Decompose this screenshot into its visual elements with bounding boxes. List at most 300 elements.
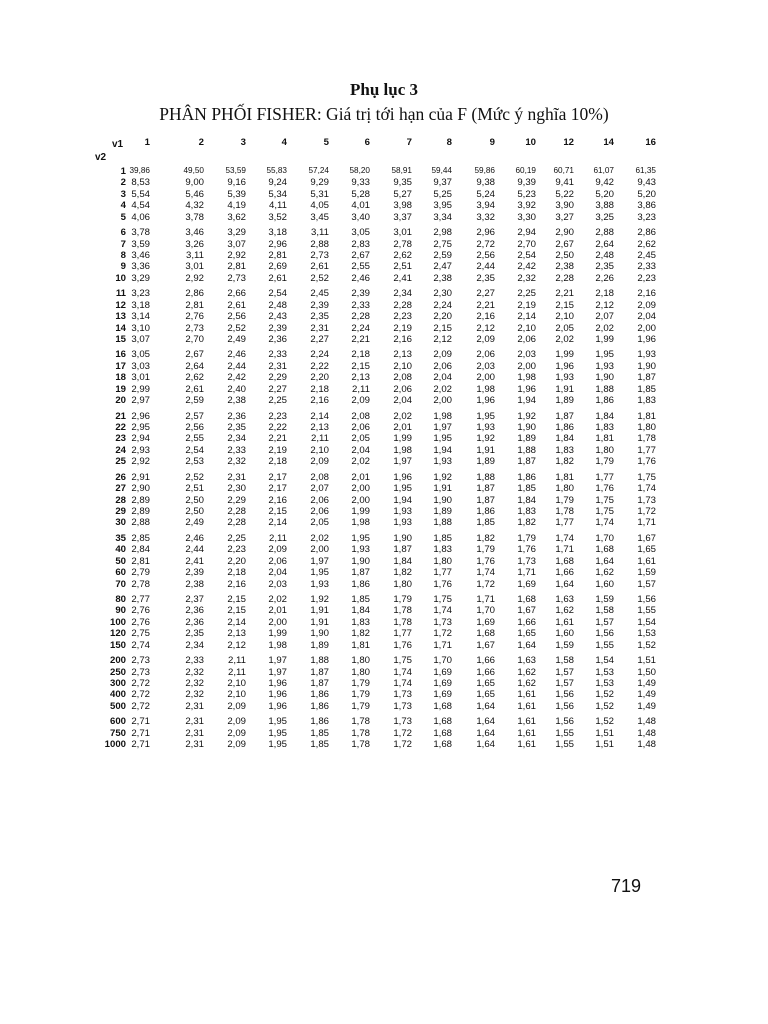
table-cell: 2,39 xyxy=(268,322,287,334)
table-cell: 2,02 xyxy=(351,456,370,468)
table-cell: 57,24 xyxy=(308,166,329,175)
table-cell: 2,16 xyxy=(268,494,287,506)
table-cell: 2,64 xyxy=(185,360,204,372)
table-cell: 2,17 xyxy=(268,483,287,495)
column-header: 14 xyxy=(603,137,614,148)
table-cell: 2,83 xyxy=(351,238,370,250)
column-header: 10 xyxy=(525,137,536,148)
table-cell: 4,05 xyxy=(310,200,329,212)
table-cell: 1,63 xyxy=(517,655,536,667)
table-cell: 1,80 xyxy=(351,655,370,667)
table-cell: 1,82 xyxy=(351,628,370,640)
table-cell: 2,29 xyxy=(268,372,287,384)
table-cell: 1,64 xyxy=(517,639,536,651)
table-cell: 1,75 xyxy=(595,506,614,518)
table-cell: 2,46 xyxy=(351,272,370,284)
table-cell: 1,78 xyxy=(393,605,412,617)
table-cell: 2,36 xyxy=(227,410,246,422)
table-cell: 1,81 xyxy=(595,433,614,445)
table-cell: 1,92 xyxy=(517,410,536,422)
table-cell: 1,92 xyxy=(476,433,495,445)
table-cell: 2,46 xyxy=(185,532,204,544)
table-cell: 1,99 xyxy=(268,628,287,640)
table-cell: 2,70 xyxy=(517,238,536,250)
table-cell: 2,52 xyxy=(310,272,329,284)
table-cell: 2,38 xyxy=(433,272,452,284)
table-cell: 1,64 xyxy=(476,716,495,728)
table-cell: 2,64 xyxy=(595,238,614,250)
table-cell: 1,51 xyxy=(595,739,614,751)
table-cell: 1,78 xyxy=(351,727,370,739)
table-cell: 2,31 xyxy=(310,322,329,334)
table-cell: 5,20 xyxy=(595,188,614,200)
table-cell: 1,71 xyxy=(433,639,452,651)
table-cell: 1,96 xyxy=(393,471,412,483)
table-cell: 1,52 xyxy=(637,639,656,651)
table-cell: 2,33 xyxy=(185,655,204,667)
table-cell: 1,76 xyxy=(433,578,452,590)
table-cell: 1,61 xyxy=(555,616,574,628)
table-cell: 2,31 xyxy=(185,739,204,751)
column-header: 12 xyxy=(563,137,574,148)
table-cell: 1,95 xyxy=(268,739,287,751)
table-cell: 1,93 xyxy=(393,506,412,518)
table-cell: 1,49 xyxy=(637,689,656,701)
table-cell: 2,16 xyxy=(310,395,329,407)
table-cell: 3,52 xyxy=(268,211,287,223)
table-cell: 2,06 xyxy=(310,494,329,506)
table-cell: 2,05 xyxy=(555,322,574,334)
table-cell: 5,39 xyxy=(227,188,246,200)
table-cell: 1,87 xyxy=(476,483,495,495)
table-cell: 1,66 xyxy=(476,655,495,667)
table-cell: 2,11 xyxy=(228,655,246,667)
table-cell: 1,87 xyxy=(555,410,574,422)
table-cell: 1,58 xyxy=(595,605,614,617)
column-header: 1 xyxy=(144,137,150,148)
table-cell: 2,93 xyxy=(131,444,150,456)
table-cell: 2,12 xyxy=(476,322,495,334)
table-cell: 2,02 xyxy=(310,532,329,544)
table-cell: 1,64 xyxy=(476,739,495,751)
table-cell: 2,04 xyxy=(433,372,452,384)
table-cell: 1,61 xyxy=(517,739,536,751)
row-header: 60 xyxy=(115,567,126,579)
table-cell: 59,44 xyxy=(431,166,452,175)
table-cell: 2,75 xyxy=(131,628,150,640)
row-header: 24 xyxy=(115,444,126,456)
table-cell: 3,07 xyxy=(131,334,150,346)
table-cell: 2,35 xyxy=(476,272,495,284)
table-cell: 1,78 xyxy=(351,739,370,751)
table-cell: 2,05 xyxy=(310,517,329,529)
table-cell: 1,86 xyxy=(595,395,614,407)
table-cell: 1,73 xyxy=(393,689,412,701)
table-cell: 1,98 xyxy=(268,639,287,651)
table-cell: 2,88 xyxy=(310,238,329,250)
table-cell: 1,67 xyxy=(637,532,656,544)
table-cell: 5,25 xyxy=(433,188,452,200)
row-header: 7 xyxy=(120,238,126,250)
table-cell: 2,10 xyxy=(227,678,246,690)
table-cell: 2,09 xyxy=(351,395,370,407)
table-cell: 1,91 xyxy=(476,444,495,456)
table-cell: 2,12 xyxy=(227,639,246,651)
row-header: 200 xyxy=(109,655,126,667)
table-cell: 2,20 xyxy=(310,372,329,384)
table-cell: 2,13 xyxy=(310,422,329,434)
table-cell: 2,81 xyxy=(268,250,287,261)
table-cell: 3,18 xyxy=(268,227,287,239)
table-cell: 1,77 xyxy=(595,471,614,483)
table-cell: 9,24 xyxy=(268,177,287,189)
table-cell: 2,37 xyxy=(185,594,204,606)
table-cell: 1,83 xyxy=(595,422,614,434)
table-cell: 2,28 xyxy=(227,506,246,518)
table-cell: 5,24 xyxy=(476,188,495,200)
table-cell: 1,93 xyxy=(310,578,329,590)
table-cell: 2,14 xyxy=(227,616,246,628)
table-cell: 2,81 xyxy=(185,299,204,311)
table-cell: 2,33 xyxy=(637,261,656,273)
table-cell: 2,13 xyxy=(351,372,370,384)
table-cell: 2,30 xyxy=(433,288,452,300)
table-cell: 2,49 xyxy=(185,517,204,529)
table-cell: 1,86 xyxy=(517,471,536,483)
table-cell: 1,88 xyxy=(595,383,614,395)
column-header: 2 xyxy=(198,137,204,148)
table-cell: 1,87 xyxy=(476,494,495,506)
table-cell: 2,20 xyxy=(433,311,452,323)
row-header: 250 xyxy=(109,666,126,678)
table-cell: 1,79 xyxy=(476,544,495,556)
table-cell: 2,27 xyxy=(310,334,329,346)
column-header: 6 xyxy=(364,137,370,148)
table-cell: 1,60 xyxy=(595,578,614,590)
table-cell: 1,76 xyxy=(517,544,536,556)
table-cell: 2,88 xyxy=(131,517,150,529)
table-cell: 1,87 xyxy=(637,372,656,384)
table-cell: 1,68 xyxy=(433,739,452,751)
table-cell: 1,92 xyxy=(433,471,452,483)
table-cell: 2,32 xyxy=(517,272,536,284)
table-cell: 1,84 xyxy=(393,555,412,567)
table-cell: 2,50 xyxy=(185,494,204,506)
table-cell: 2,33 xyxy=(268,349,287,361)
table-cell: 2,31 xyxy=(227,471,246,483)
table-cell: 1,52 xyxy=(595,689,614,701)
row-header: 750 xyxy=(109,727,126,739)
table-cell: 61,35 xyxy=(635,166,656,175)
table-cell: 1,93 xyxy=(393,517,412,529)
table-cell: 2,09 xyxy=(476,334,495,346)
table-cell: 1,83 xyxy=(433,544,452,556)
table-cell: 1,86 xyxy=(351,578,370,590)
table-cell: 1,99 xyxy=(393,433,412,445)
table-cell: 3,10 xyxy=(131,322,150,334)
row-header: 100 xyxy=(109,616,126,628)
table-cell: 2,33 xyxy=(351,299,370,311)
row-header: 6 xyxy=(120,227,126,239)
table-cell: 1,79 xyxy=(555,494,574,506)
table-cell: 2,94 xyxy=(131,433,150,445)
table-cell: 2,79 xyxy=(131,567,150,579)
table-cell: 1,56 xyxy=(555,689,574,701)
table-cell: 1,48 xyxy=(637,739,656,751)
table-cell: 1,64 xyxy=(555,578,574,590)
table-cell: 1,70 xyxy=(595,532,614,544)
table-cell: 1,56 xyxy=(555,716,574,728)
table-cell: 2,02 xyxy=(595,322,614,334)
table-cell: 2,38 xyxy=(227,395,246,407)
table-cell: 1,74 xyxy=(393,678,412,690)
table-cell: 2,44 xyxy=(227,360,246,372)
table-cell: 9,37 xyxy=(433,177,452,189)
table-cell: 1,61 xyxy=(517,689,536,701)
table-cell: 1,87 xyxy=(351,567,370,579)
table-cell: 2,78 xyxy=(131,578,150,590)
table-cell: 1,57 xyxy=(595,616,614,628)
table-cell: 5,54 xyxy=(131,188,150,200)
table-cell: 1,53 xyxy=(595,678,614,690)
table-cell: 1,68 xyxy=(433,700,452,712)
table-cell: 1,55 xyxy=(595,639,614,651)
table-cell: 1,89 xyxy=(555,395,574,407)
table-cell: 1,86 xyxy=(476,506,495,518)
table-cell: 2,06 xyxy=(351,422,370,434)
table-cell: 2,19 xyxy=(517,299,536,311)
table-cell: 2,73 xyxy=(227,272,246,284)
table-cell: 2,16 xyxy=(637,288,656,300)
row-header: 9 xyxy=(120,261,126,273)
table-cell: 2,10 xyxy=(517,322,536,334)
table-cell: 1,61 xyxy=(517,727,536,739)
table-cell: 1,79 xyxy=(393,594,412,606)
table-cell: 2,21 xyxy=(268,433,287,445)
row-header: 29 xyxy=(115,506,126,518)
table-cell: 1,84 xyxy=(517,494,536,506)
table-cell: 1,79 xyxy=(351,700,370,712)
row-header: 35 xyxy=(115,532,126,544)
table-cell: 3,46 xyxy=(185,227,204,239)
table-cell: 1,75 xyxy=(595,494,614,506)
table-cell: 2,10 xyxy=(393,360,412,372)
table-cell: 1,79 xyxy=(595,456,614,468)
table-cell: 1,86 xyxy=(310,700,329,712)
table-cell: 1,85 xyxy=(310,727,329,739)
table-cell: 1,95 xyxy=(595,349,614,361)
table-cell: 5,34 xyxy=(268,188,287,200)
table-cell: 1,82 xyxy=(555,456,574,468)
table-cell: 1,90 xyxy=(433,494,452,506)
table-cell: 1,57 xyxy=(637,578,656,590)
table-cell: 2,15 xyxy=(351,360,370,372)
table-cell: 3,62 xyxy=(227,211,246,223)
table-cell: 2,02 xyxy=(268,594,287,606)
table-cell: 5,46 xyxy=(185,188,204,200)
table-cell: 2,01 xyxy=(268,605,287,617)
table-cell: 1,86 xyxy=(310,689,329,701)
table-cell: 1,69 xyxy=(517,578,536,590)
table-cell: 2,95 xyxy=(131,422,150,434)
table-cell: 1,80 xyxy=(351,666,370,678)
table-cell: 1,59 xyxy=(637,567,656,579)
table-cell: 1,71 xyxy=(476,594,495,606)
table-cell: 2,17 xyxy=(268,471,287,483)
table-cell: 1,64 xyxy=(476,727,495,739)
table-cell: 2,76 xyxy=(131,605,150,617)
table-cell: 2,23 xyxy=(393,311,412,323)
table-cell: 2,74 xyxy=(131,639,150,651)
table-cell: 60,19 xyxy=(515,166,536,175)
table-cell: 2,71 xyxy=(131,727,150,739)
table-cell: 2,21 xyxy=(351,334,370,346)
table-cell: 2,11 xyxy=(352,383,370,395)
row-header: 15 xyxy=(115,334,126,346)
table-cell: 2,49 xyxy=(227,334,246,346)
table-cell: 1,66 xyxy=(517,616,536,628)
row-header: 28 xyxy=(115,494,126,506)
table-cell: 2,45 xyxy=(310,288,329,300)
table-cell: 2,28 xyxy=(555,272,574,284)
table-cell: 2,56 xyxy=(185,422,204,434)
table-cell: 2,06 xyxy=(268,555,287,567)
table-cell: 1,95 xyxy=(351,532,370,544)
table-cell: 2,06 xyxy=(393,383,412,395)
table-cell: 1,93 xyxy=(555,372,574,384)
table-cell: 1,69 xyxy=(476,616,495,628)
table-cell: 1,94 xyxy=(517,395,536,407)
table-cell: 2,29 xyxy=(227,494,246,506)
table-cell: 1,68 xyxy=(555,555,574,567)
table-cell: 3,90 xyxy=(555,200,574,212)
column-header: 16 xyxy=(645,137,656,148)
table-cell: 2,67 xyxy=(351,250,370,261)
table-cell: 2,00 xyxy=(476,372,495,384)
table-cell: 2,30 xyxy=(227,483,246,495)
table-cell: 2,99 xyxy=(131,383,150,395)
table-cell: 1,84 xyxy=(555,433,574,445)
table-cell: 1,88 xyxy=(310,655,329,667)
table-cell: 1,72 xyxy=(476,578,495,590)
table-cell: 2,09 xyxy=(227,716,246,728)
table-cell: 3,11 xyxy=(186,250,204,261)
table-cell: 2,08 xyxy=(351,410,370,422)
table-cell: 2,76 xyxy=(185,311,204,323)
table-subtitle: PHÂN PHỐI FISHER: Giá trị tới hạn của F (Mức ý nghĩa 10%) xyxy=(159,104,609,124)
table-cell: 49,50 xyxy=(183,166,204,175)
table-cell: 1,89 xyxy=(476,456,495,468)
row-header: 10 xyxy=(115,272,126,284)
table-cell: 2,47 xyxy=(433,261,452,273)
row-header: 400 xyxy=(109,689,126,701)
table-cell: 3,95 xyxy=(433,200,452,212)
table-cell: 2,72 xyxy=(476,238,495,250)
table-cell: 1,72 xyxy=(393,727,412,739)
table-cell: 2,10 xyxy=(227,689,246,701)
column-header: 9 xyxy=(489,137,495,148)
table-cell: 2,34 xyxy=(185,639,204,651)
table-cell: 1,97 xyxy=(433,422,452,434)
table-cell: 1,61 xyxy=(517,716,536,728)
table-cell: 1,96 xyxy=(517,383,536,395)
table-cell: 1,87 xyxy=(393,544,412,556)
row-header: 80 xyxy=(115,594,126,606)
table-cell: 2,00 xyxy=(517,360,536,372)
table-cell: 1,87 xyxy=(310,666,329,678)
table-cell: 2,85 xyxy=(131,532,150,544)
table-cell: 1,54 xyxy=(595,655,614,667)
table-cell: 2,04 xyxy=(393,395,412,407)
table-cell: 1,73 xyxy=(393,716,412,728)
table-cell: 2,28 xyxy=(227,517,246,529)
table-cell: 3,07 xyxy=(227,238,246,250)
table-cell: 2,61 xyxy=(268,272,287,284)
table-cell: 1,61 xyxy=(637,555,656,567)
table-cell: 1,62 xyxy=(517,666,536,678)
table-cell: 2,73 xyxy=(310,250,329,261)
table-cell: 1,96 xyxy=(476,395,495,407)
table-cell: 1,98 xyxy=(517,372,536,384)
table-cell: 2,14 xyxy=(310,410,329,422)
table-cell: 1,97 xyxy=(268,655,287,667)
table-cell: 1,58 xyxy=(555,655,574,667)
table-cell: 2,84 xyxy=(131,544,150,556)
row-header: 30 xyxy=(115,517,126,529)
table-cell: 1,63 xyxy=(555,594,574,606)
table-cell: 1,81 xyxy=(555,471,574,483)
table-cell: 2,31 xyxy=(268,360,287,372)
table-cell: 1,86 xyxy=(555,422,574,434)
table-cell: 2,71 xyxy=(131,716,150,728)
table-cell: 1,72 xyxy=(433,628,452,640)
table-cell: 1,59 xyxy=(555,639,574,651)
table-cell: 1,85 xyxy=(433,532,452,544)
column-axis-label: v1 xyxy=(112,139,124,150)
table-cell: 1,69 xyxy=(433,689,452,701)
row-header: 19 xyxy=(115,383,126,395)
table-cell: 1,89 xyxy=(310,639,329,651)
table-cell: 2,31 xyxy=(185,716,204,728)
table-cell: 1,98 xyxy=(433,410,452,422)
table-cell: 2,28 xyxy=(351,311,370,323)
table-cell: 1,90 xyxy=(517,422,536,434)
table-cell: 1,57 xyxy=(555,678,574,690)
table-cell: 1,66 xyxy=(476,666,495,678)
table-cell: 1,73 xyxy=(637,494,656,506)
table-cell: 1,62 xyxy=(517,678,536,690)
table-cell: 1,82 xyxy=(393,567,412,579)
table-cell: 2,08 xyxy=(310,471,329,483)
table-cell: 2,94 xyxy=(517,227,536,239)
table-cell: 1,84 xyxy=(595,410,614,422)
table-cell: 1,53 xyxy=(595,666,614,678)
table-cell: 2,14 xyxy=(268,517,287,529)
table-cell: 1,97 xyxy=(310,555,329,567)
row-header: 13 xyxy=(115,311,126,323)
table-cell: 9,43 xyxy=(637,177,656,189)
table-cell: 1,74 xyxy=(637,483,656,495)
table-cell: 1,66 xyxy=(555,567,574,579)
table-cell: 1,55 xyxy=(555,739,574,751)
table-cell: 53,59 xyxy=(225,166,246,175)
table-cell: 2,25 xyxy=(517,288,536,300)
table-cell: 2,72 xyxy=(131,700,150,712)
table-cell: 2,15 xyxy=(433,322,452,334)
table-cell: 1,71 xyxy=(555,544,574,556)
table-cell: 1,64 xyxy=(595,555,614,567)
table-cell: 3,86 xyxy=(637,200,656,212)
